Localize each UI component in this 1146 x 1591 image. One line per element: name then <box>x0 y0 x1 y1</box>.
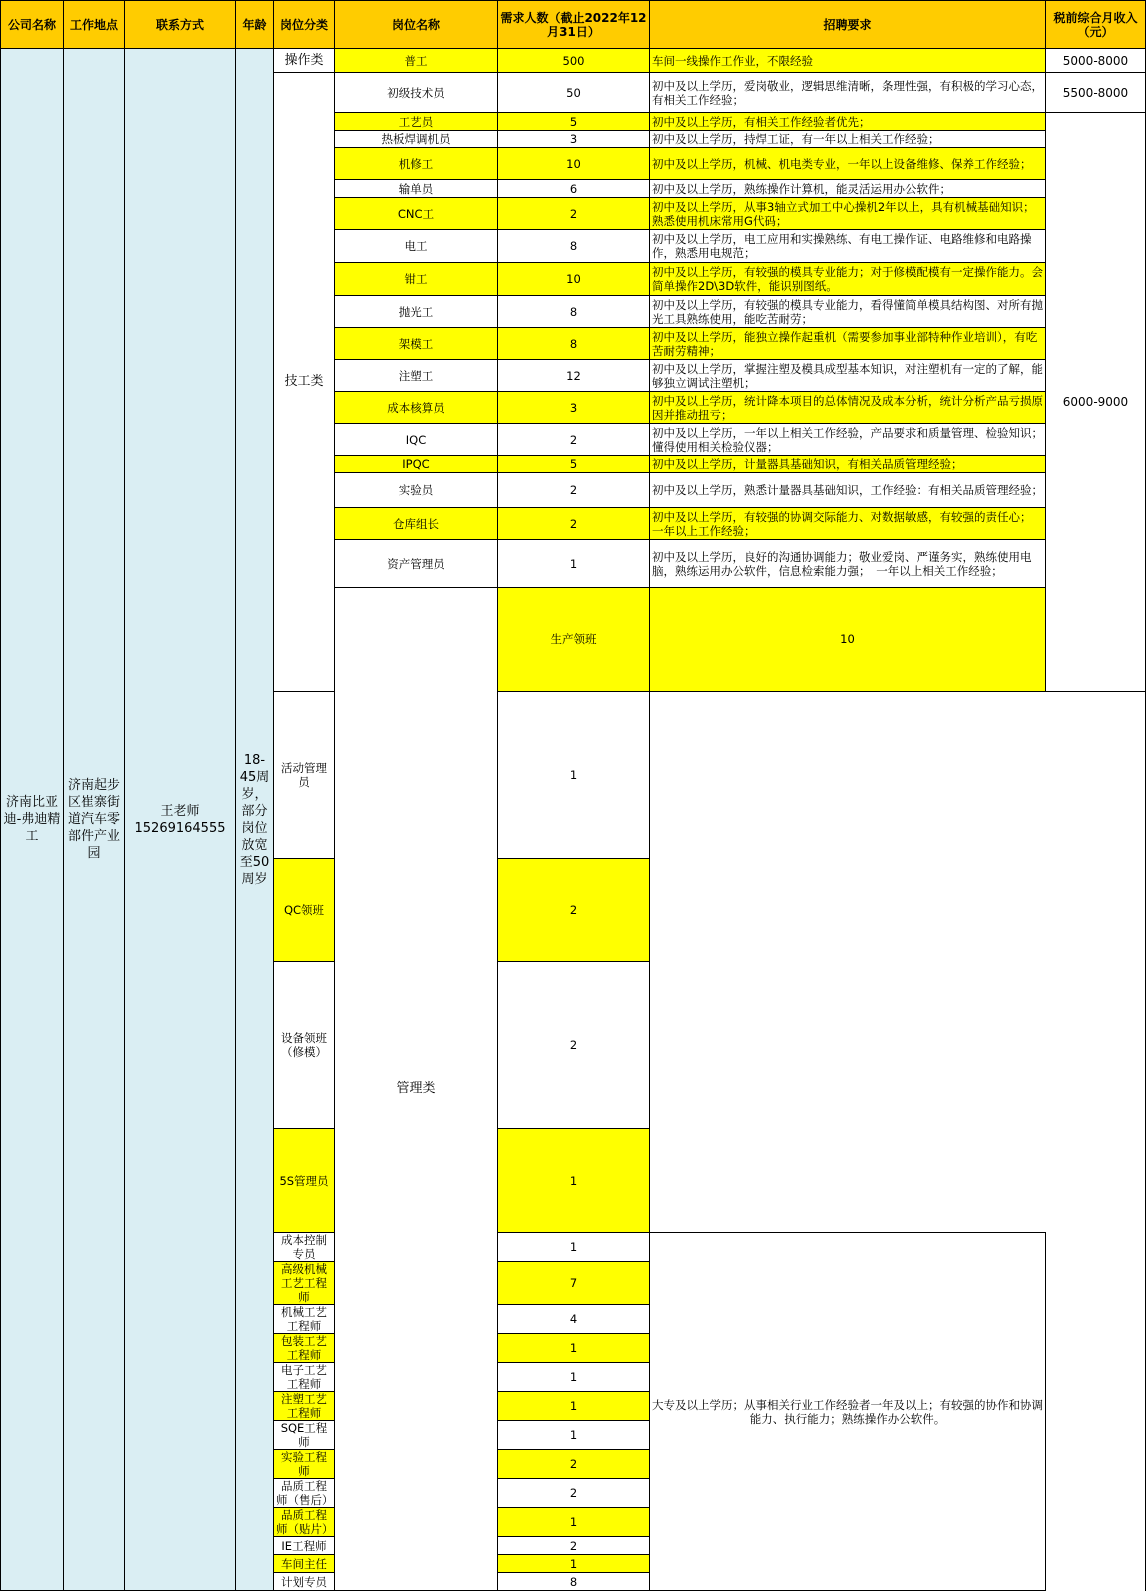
position-name: IE工程师 <box>274 1537 335 1555</box>
position-name: 初级技术员 <box>335 73 498 113</box>
position-name: 工艺员 <box>335 113 498 131</box>
header-age: 年龄 <box>236 1 274 49</box>
demand-count: 10 <box>498 148 650 180</box>
position-name: 电工 <box>335 230 498 263</box>
requirement-text: 初中及以上学历，有较强的协调交际能力、对数据敏感，有较强的责任心； 一年以上工作经验； <box>650 508 1046 540</box>
position-name: 机械工艺工程师 <box>274 1305 335 1334</box>
demand-count: 2 <box>498 424 650 456</box>
category-cell: 管理类 <box>335 588 498 1591</box>
position-name: 高级机械工艺工程师 <box>274 1262 335 1305</box>
position-name: 品质工程师（售后） <box>274 1479 335 1508</box>
position-name: 车间主任 <box>274 1555 335 1573</box>
position-name: 成本控制专员 <box>274 1233 335 1262</box>
category-cell: 技工类 <box>274 73 335 692</box>
position-name: 设备领班（修模） <box>274 962 335 1129</box>
salary-cell: 5000-8000 <box>1046 49 1146 73</box>
header-company: 公司名称 <box>1 1 64 49</box>
demand-count: 5 <box>498 113 650 131</box>
demand-count: 10 <box>650 588 1046 692</box>
requirement-text: 初中及以上学历，统计降本项目的总体情况及成本分析，统计分析产品亏损原因并推动扭亏； <box>650 392 1046 424</box>
header-category: 岗位分类 <box>274 1 335 49</box>
position-name: IPQC <box>335 456 498 473</box>
position-name: 机修工 <box>335 148 498 180</box>
position-name: QC领班 <box>274 858 335 962</box>
header-row <box>1 1 1146 49</box>
position-name: 热板焊调机员 <box>335 131 498 148</box>
requirement-text: 初中及以上学历，一年以上相关工作经验，产品要求和质量管理、检验知识；懂得使用相关检验仪器； <box>650 424 1046 456</box>
position-name: 5S管理员 <box>274 1129 335 1233</box>
requirement-text: 大专及以上学历；从事相关行业工作经验者一年及以上；有较强的协作和协调能力、执行能力；熟练操作办公软件。 <box>650 1233 1046 1591</box>
demand-count: 8 <box>498 230 650 263</box>
demand-count: 8 <box>498 328 650 360</box>
requirement-text: 初中及以上学历，有较强的模具专业能力，看得懂简单模具结构图、对所有抛光工具熟练使用，能吃苦耐劳； <box>650 296 1046 328</box>
requirement-text: 初中及以上学历，从事3轴立式加工中心操机2年以上，具有机械基础知识；熟悉使用机床常用G代码； <box>650 198 1046 230</box>
requirement-text: 初中及以上学历，有相关工作经验者优先； <box>650 113 1046 131</box>
requirement-text: 初中及以上学历，有较强的模具专业能力；对于修模配模有一定操作能力。会简单操作2D\3D软件，能识别图纸。 <box>650 263 1046 296</box>
position-name: 抛光工 <box>335 296 498 328</box>
demand-count: 1 <box>498 1363 650 1392</box>
header-requirement: 招聘要求 <box>650 1 1046 49</box>
header-demand: 需求人数（截止2022年12月31日） <box>498 1 650 49</box>
requirement-text: 初中及以上学历，爱岗敬业，逻辑思维清晰，条理性强，有积极的学习心态，有相关工作经验； <box>650 73 1046 113</box>
header-salary: 税前综合月收入（元） <box>1046 1 1146 49</box>
demand-count: 10 <box>498 263 650 296</box>
demand-count: 1 <box>498 1508 650 1537</box>
header-position: 岗位名称 <box>335 1 498 49</box>
demand-count: 8 <box>498 1573 650 1591</box>
demand-count: 2 <box>498 198 650 230</box>
category-cell: 操作类 <box>274 49 335 73</box>
requirement-text: 车间一线操作工作业，不限经验 <box>650 49 1046 73</box>
position-name: 实验工程师 <box>274 1450 335 1479</box>
demand-count: 2 <box>498 473 650 508</box>
demand-count: 2 <box>498 1537 650 1555</box>
requirement-text: 初中及以上学历，电工应用和实操熟练、有电工操作证、电路维修和电路操作，熟悉用电规范； <box>650 230 1046 263</box>
position-name: CNC工 <box>335 198 498 230</box>
company-cell: 济南比亚迪-弗迪精工 <box>1 49 64 1591</box>
demand-count: 5 <box>498 456 650 473</box>
contact-cell <box>125 49 236 1591</box>
requirement-text: 初中及以上学历，熟练操作计算机，能灵活运用办公软件； <box>650 180 1046 198</box>
demand-count: 500 <box>498 49 650 73</box>
requirement-text: 初中及以上学历，能独立操作起重机（需要参加事业部特种作业培训），有吃苦耐劳精神； <box>650 328 1046 360</box>
position-name: 普工 <box>335 49 498 73</box>
position-name: 包装工艺工程师 <box>274 1334 335 1363</box>
demand-count: 50 <box>498 73 650 113</box>
demand-count: 1 <box>498 1129 650 1233</box>
age-cell: 18-45周岁，部分岗位放宽至50周岁 <box>236 49 274 1591</box>
demand-count: 1 <box>498 1392 650 1421</box>
salary-cell: 5500-8000 <box>1046 73 1146 113</box>
position-name: 输单员 <box>335 180 498 198</box>
demand-count: 2 <box>498 962 650 1129</box>
location-cell: 济南起步区崔寨街道汽车零部件产业园 <box>64 49 125 1591</box>
demand-count: 2 <box>498 508 650 540</box>
demand-count: 2 <box>498 858 650 962</box>
requirement-text: 初中及以上学历，熟悉计量器具基础知识，工作经验：有相关品质管理经验； <box>650 473 1046 508</box>
position-name: 活动管理员 <box>274 691 335 858</box>
position-name: 注塑工艺工程师 <box>274 1392 335 1421</box>
demand-count: 1 <box>498 1555 650 1573</box>
demand-count: 1 <box>498 1421 650 1450</box>
demand-count: 1 <box>498 540 650 588</box>
demand-count: 1 <box>498 1233 650 1262</box>
demand-count: 1 <box>498 1334 650 1363</box>
table-row <box>1 49 1146 73</box>
demand-count: 2 <box>498 1450 650 1479</box>
demand-count: 6 <box>498 180 650 198</box>
demand-count: 3 <box>498 392 650 424</box>
position-name: 钳工 <box>335 263 498 296</box>
requirement-text: 初中及以上学历，持焊工证，有一年以上相关工作经验； <box>650 131 1046 148</box>
demand-count: 7 <box>498 1262 650 1305</box>
requirement-text: 初中及以上学历，掌握注塑及模具成型基本知识，对注塑机有一定的了解，能够独立调试注塑机； <box>650 360 1046 392</box>
position-name: 计划专员 <box>274 1573 335 1591</box>
position-name: 架模工 <box>335 328 498 360</box>
position-name: 注塑工 <box>335 360 498 392</box>
demand-count: 4 <box>498 1305 650 1334</box>
requirement-text: 初中及以上学历，计量器具基础知识，有相关品质管理经验； <box>650 456 1046 473</box>
position-name: 生产领班 <box>498 588 650 692</box>
contact-name: 王老师 <box>160 803 200 819</box>
requirement-text: 初中及以上学历，良好的沟通协调能力；敬业爱岗、严谨务实，熟练使用电脑，熟练运用办公软件，信息检索能力强； 一年以上相关工作经验； <box>650 540 1046 588</box>
demand-count: 12 <box>498 360 650 392</box>
position-name: SQE工程师 <box>274 1421 335 1450</box>
demand-count: 1 <box>498 691 650 858</box>
demand-count: 3 <box>498 131 650 148</box>
position-name: 电子工艺工程师 <box>274 1363 335 1392</box>
position-name: IQC <box>335 424 498 456</box>
salary-cell: 6000-9000 <box>1046 113 1146 692</box>
header-contact: 联系方式 <box>125 1 236 49</box>
requirement-text: 初中及以上学历，机械、机电类专业，一年以上设备维修、保养工作经验； <box>650 148 1046 180</box>
contact-phone: 15269164555 <box>134 820 226 836</box>
demand-count: 2 <box>498 1479 650 1508</box>
position-name: 品质工程师（贴片） <box>274 1508 335 1537</box>
position-name: 资产管理员 <box>335 540 498 588</box>
position-name: 成本核算员 <box>335 392 498 424</box>
position-name: 实验员 <box>335 473 498 508</box>
demand-count: 8 <box>498 296 650 328</box>
position-name: 仓库组长 <box>335 508 498 540</box>
header-location: 工作地点 <box>64 1 125 49</box>
